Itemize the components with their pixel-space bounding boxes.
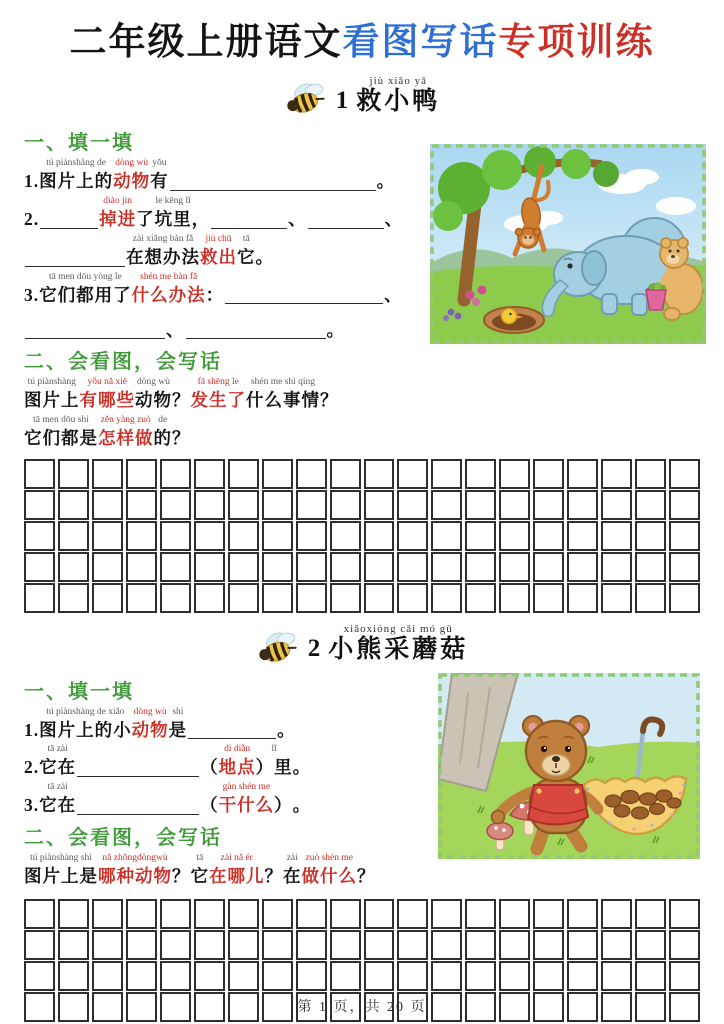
grid-cell: [330, 459, 361, 489]
text-segment: 2.: [24, 209, 40, 230]
grid-cell: [194, 583, 225, 613]
text-segment: 1.: [24, 719, 40, 740]
grid-cell: [194, 961, 225, 991]
grid-cell: [24, 521, 55, 551]
grid-cell: [126, 583, 157, 613]
grid-cell: [364, 490, 395, 520]
text-segment: 1.: [24, 171, 40, 192]
text-segment: ？: [172, 865, 191, 886]
grid-cell: [160, 459, 191, 489]
text-segment: diào jìn 掉进: [99, 196, 137, 230]
text-segment: tú piànshàng shì 图片上是: [24, 852, 98, 886]
grid-cell: [601, 583, 632, 613]
grid-cell: [364, 459, 395, 489]
section1-questions: [24, 122, 430, 453]
text-segment: dì diǎn 地点: [218, 744, 256, 778]
grid-cell: [228, 899, 259, 929]
grid-cell: [397, 521, 428, 551]
grid-cell: [24, 490, 55, 520]
text-segment: tā 它: [237, 233, 256, 267]
grid-cell: [635, 521, 666, 551]
grid-cell: [92, 961, 123, 991]
text-segment: 二年级上册语文: [69, 22, 343, 63]
grid-cell: [635, 930, 666, 960]
grid-cell: [296, 552, 327, 582]
grid-cell: [533, 552, 564, 582]
text-segment: tā 它: [190, 852, 209, 886]
grid-cell: [92, 583, 123, 613]
answer-blank: [170, 169, 376, 191]
grid-cell: [58, 899, 89, 929]
grid-cell: [160, 490, 191, 520]
grid-cell: [296, 583, 327, 613]
grid-cell: [126, 521, 157, 551]
text-segment: 。: [326, 319, 345, 340]
grid-cell: [262, 459, 293, 489]
grid-cell: [397, 961, 428, 991]
grid-cell: [669, 583, 700, 613]
question-line: [24, 272, 430, 307]
text-segment: nǎ zhǒngdòngwù 哪种动物: [98, 852, 172, 886]
grid-cell: [431, 552, 462, 582]
question-line: [24, 309, 430, 341]
grid-cell: [431, 961, 462, 991]
grid-cell: [330, 899, 361, 929]
text-segment: ？: [172, 428, 191, 449]
answer-blank: [308, 207, 384, 229]
grid-cell: [262, 521, 293, 551]
grid-cell: [669, 899, 700, 929]
text-segment: le kēng lǐ 了坑里，: [136, 196, 211, 230]
grid-cell: [465, 521, 496, 551]
grid-cell: [431, 899, 462, 929]
grid-cell: [431, 521, 462, 551]
section2-title: 小熊采蘑菇: [328, 635, 469, 663]
section1-title: 救小鸭: [356, 87, 441, 115]
grid-cell: [465, 459, 496, 489]
grid-cell: [397, 583, 428, 613]
question-line: [24, 415, 430, 450]
grid-cell: [228, 521, 259, 551]
grid-cell: [160, 521, 191, 551]
text-segment: 、: [384, 284, 403, 305]
grid-cell: [465, 490, 496, 520]
grid-cell: [364, 961, 395, 991]
grid-cell: [465, 899, 496, 929]
section1-fill-heading: 一、填一填: [24, 132, 134, 155]
grid-cell: [92, 930, 123, 960]
grid-cell: [24, 930, 55, 960]
text-segment: zài 在: [283, 852, 302, 886]
grid-cell: [364, 521, 395, 551]
grid-cell: [228, 961, 259, 991]
grid-cell: [601, 459, 632, 489]
answer-blank: [211, 207, 287, 229]
section1-title-pinyin: jiù xiǎo yā: [369, 74, 427, 87]
text-segment: （: [200, 757, 219, 778]
grid-cell: [160, 961, 191, 991]
question-line: [24, 707, 430, 742]
answer-blank: [25, 317, 165, 339]
text-segment: 、: [384, 209, 404, 230]
grid-cell: [330, 583, 361, 613]
text-segment: dòng wù 动物: [113, 158, 151, 192]
grid-cell: [228, 583, 259, 613]
answer-blank: [77, 793, 199, 815]
grid-cell: [364, 899, 395, 929]
grid-cell: [24, 583, 55, 613]
grid-cell: [194, 899, 225, 929]
grid-cell: [126, 899, 157, 929]
text-segment: tā zài 它在: [39, 744, 77, 778]
answer-blank: [77, 755, 199, 777]
grid-row: [24, 552, 700, 582]
grid-cell: [330, 930, 361, 960]
text-segment: tú piànshàng 图片上: [24, 377, 80, 411]
grid-cell: [669, 552, 700, 582]
grid-cell: [228, 490, 259, 520]
answer-blank: [188, 717, 276, 739]
grid-row: [24, 521, 700, 551]
text-segment: （: [200, 795, 219, 816]
grid-cell: [92, 490, 123, 520]
grid-cell: [397, 899, 428, 929]
grid-cell: [499, 459, 530, 489]
grid-row: [24, 899, 700, 929]
grid-cell: [194, 930, 225, 960]
question-line: [24, 853, 430, 888]
text-segment: 专项训练: [498, 22, 655, 63]
grid-cell: [567, 961, 598, 991]
text-segment: lǐ ）里: [255, 744, 293, 778]
grid-cell: [499, 930, 530, 960]
grid-cell: [330, 961, 361, 991]
grid-row: [24, 930, 700, 960]
grid-cell: [567, 583, 598, 613]
text-segment: ？: [320, 390, 339, 411]
grid-cell: [58, 961, 89, 991]
grid-cell: [635, 961, 666, 991]
grid-cell: [567, 459, 598, 489]
bee-icon: [284, 81, 328, 115]
grid-cell: [499, 961, 530, 991]
section1-illustration: [430, 144, 706, 344]
grid-cell: [296, 930, 327, 960]
grid-cell: [296, 521, 327, 551]
grid-cell: [126, 930, 157, 960]
grid-row: [24, 583, 700, 613]
text-segment: yǒu 有: [150, 158, 169, 192]
text-segment: zài xiǎng bàn fǎ 在想办法: [126, 233, 200, 267]
grid-cell: [499, 583, 530, 613]
grid-cell: [58, 521, 89, 551]
grid-cell: [194, 459, 225, 489]
text-segment: ？: [264, 865, 283, 886]
text-segment: zěn yàng zuò 怎样做: [98, 415, 154, 449]
grid-cell: [601, 961, 632, 991]
grid-cell: [635, 899, 666, 929]
text-segment: tā men dōu shì 它们都是: [24, 415, 98, 449]
grid-cell: [601, 899, 632, 929]
text-segment: zuò shén me 做什么: [301, 852, 357, 886]
grid-cell: [262, 583, 293, 613]
text-segment: dòng wù 动物: [135, 377, 172, 411]
text-segment: 、: [166, 319, 185, 340]
grid-cell: [194, 521, 225, 551]
grid-cell: [262, 930, 293, 960]
text-segment: 3.: [24, 284, 40, 305]
grid-cell: [567, 490, 598, 520]
grid-cell: [465, 961, 496, 991]
text-segment: 。: [255, 246, 274, 267]
rescue-duckling-illustration: [430, 144, 706, 344]
text-segment: 。: [292, 757, 312, 778]
text-segment: 。: [292, 795, 312, 816]
grid-cell: [635, 583, 666, 613]
grid-cell: [533, 899, 564, 929]
text-segment: zài nǎ ér 在哪儿: [209, 852, 265, 886]
grid-cell: [533, 961, 564, 991]
question-line: [24, 782, 430, 817]
grid-row: [24, 459, 700, 489]
grid-cell: [330, 552, 361, 582]
section1-number: 1: [335, 87, 349, 115]
question-line: [24, 377, 430, 412]
section2-illustration: [438, 673, 700, 859]
grid-cell: [533, 521, 564, 551]
answer-blank: [40, 207, 98, 229]
page-title: [24, 22, 700, 65]
section1-content: [24, 122, 700, 453]
grid-cell: [58, 490, 89, 520]
text-segment: 2.: [24, 757, 40, 778]
grid-cell: [364, 552, 395, 582]
grid-cell: [431, 930, 462, 960]
text-segment: ：: [205, 284, 225, 305]
text-segment: shén me bàn fǎ 什么办法: [131, 271, 206, 305]
grid-cell: [601, 930, 632, 960]
grid-cell: [465, 552, 496, 582]
grid-cell: [533, 583, 564, 613]
question-line: [24, 196, 430, 231]
grid-cell: [364, 583, 395, 613]
grid-cell: [160, 583, 191, 613]
grid-cell: [58, 583, 89, 613]
text-segment: jiù chū 救出: [200, 233, 237, 267]
grid-cell: [330, 490, 361, 520]
text-segment: tā zài 它在: [39, 782, 77, 816]
grid-cell: [92, 459, 123, 489]
text-segment: gàn shén me 干什么: [218, 782, 275, 816]
grid-cell: [228, 459, 259, 489]
text-segment: shén me shì qíng 什么事情: [246, 377, 320, 411]
grid-cell: [126, 552, 157, 582]
text-segment: ？: [172, 390, 191, 411]
text-segment: tú piànshàng de 图片上的: [39, 158, 114, 192]
grid-cell: [397, 459, 428, 489]
grid-cell: [601, 552, 632, 582]
grid-cell: [431, 459, 462, 489]
grid-cell: [533, 490, 564, 520]
text-segment: ）: [274, 795, 293, 816]
grid-cell: [262, 961, 293, 991]
grid-cell: [567, 552, 598, 582]
grid-cell: [24, 899, 55, 929]
grid-cell: [262, 490, 293, 520]
answer-blank: [225, 282, 383, 304]
grid-cell: [635, 552, 666, 582]
grid-cell: [160, 899, 191, 929]
grid-cell: [533, 930, 564, 960]
grid-cell: [160, 930, 191, 960]
footer-page-number: 第 1 页，共 20 页: [297, 1000, 427, 1015]
writing-grid-1: [24, 459, 700, 613]
grid-cell: [431, 490, 462, 520]
grid-cell: [499, 490, 530, 520]
grid-cell: [669, 459, 700, 489]
section2-questions: [24, 671, 430, 891]
grid-cell: [194, 490, 225, 520]
grid-cell: [58, 459, 89, 489]
grid-cell: [364, 930, 395, 960]
grid-cell: [24, 961, 55, 991]
grid-cell: [92, 899, 123, 929]
text-segment: 3.: [24, 795, 40, 816]
text-segment: shì 是: [168, 706, 188, 740]
section2-title-pinyin: xiǎoxióng cǎi mó gū: [343, 622, 453, 635]
grid-cell: [397, 490, 428, 520]
text-segment: tú piànshàng de xiǎo 图片上的小: [39, 706, 132, 740]
question-line: [24, 744, 430, 779]
text-segment: tā men dōu yòng le 它们都用了: [39, 271, 132, 305]
text-segment: yǒu nǎ xiē 有哪些: [79, 377, 135, 411]
grid-cell: [533, 459, 564, 489]
section2-number: 2: [307, 635, 321, 663]
grid-cell: [601, 521, 632, 551]
section1-write-heading: 二、会看图，会写话: [24, 351, 222, 374]
grid-cell: [92, 521, 123, 551]
text-segment: 。: [376, 171, 396, 192]
grid-cell: [635, 459, 666, 489]
grid-cell: [296, 459, 327, 489]
grid-cell: [330, 521, 361, 551]
grid-cell: [601, 490, 632, 520]
grid-cell: [126, 459, 157, 489]
text-segment: 看图写话: [342, 22, 499, 63]
grid-cell: [228, 552, 259, 582]
grid-cell: [397, 930, 428, 960]
grid-row: [24, 490, 700, 520]
bee-icon: [256, 630, 300, 664]
grid-cell: [431, 583, 462, 613]
grid-cell: [669, 961, 700, 991]
grid-cell: [126, 490, 157, 520]
grid-cell: [24, 552, 55, 582]
grid-cell: [567, 930, 598, 960]
grid-cell: [126, 961, 157, 991]
grid-cell: [262, 899, 293, 929]
text-segment: de 的: [153, 415, 172, 449]
grid-cell: [499, 899, 530, 929]
grid-cell: [262, 552, 293, 582]
grid-cell: [465, 930, 496, 960]
grid-cell: [58, 930, 89, 960]
grid-cell: [465, 583, 496, 613]
grid-cell: [499, 521, 530, 551]
grid-cell: [58, 552, 89, 582]
grid-cell: [669, 490, 700, 520]
bear-mushroom-illustration: [438, 673, 700, 859]
text-segment: dòng wù 动物: [131, 706, 169, 740]
grid-cell: [567, 521, 598, 551]
section1-header: [24, 75, 700, 117]
grid-cell: [228, 930, 259, 960]
grid-cell: [669, 521, 700, 551]
section2-fill-heading: 一、填一填: [24, 680, 134, 703]
section2-content: [24, 671, 700, 891]
grid-cell: [567, 899, 598, 929]
grid-row: [24, 961, 700, 991]
grid-cell: [296, 490, 327, 520]
question-line: [24, 234, 430, 269]
grid-cell: [499, 552, 530, 582]
question-line: [24, 158, 430, 193]
text-segment: 、: [288, 209, 307, 230]
section2-header: [24, 623, 700, 665]
grid-cell: [194, 552, 225, 582]
grid-cell: [160, 552, 191, 582]
grid-cell: [296, 961, 327, 991]
grid-cell: [397, 552, 428, 582]
text-segment: ？: [357, 865, 376, 886]
grid-cell: [635, 490, 666, 520]
grid-cell: [296, 899, 327, 929]
answer-blank: [25, 245, 125, 267]
grid-cell: [669, 930, 700, 960]
answer-blank: [186, 317, 326, 339]
grid-cell: [92, 552, 123, 582]
text-segment: 。: [277, 719, 296, 740]
grid-cell: [24, 459, 55, 489]
section2-write-heading: 二、会看图，会写话: [24, 826, 222, 849]
text-segment: fā shēng le 发生了: [190, 377, 246, 411]
